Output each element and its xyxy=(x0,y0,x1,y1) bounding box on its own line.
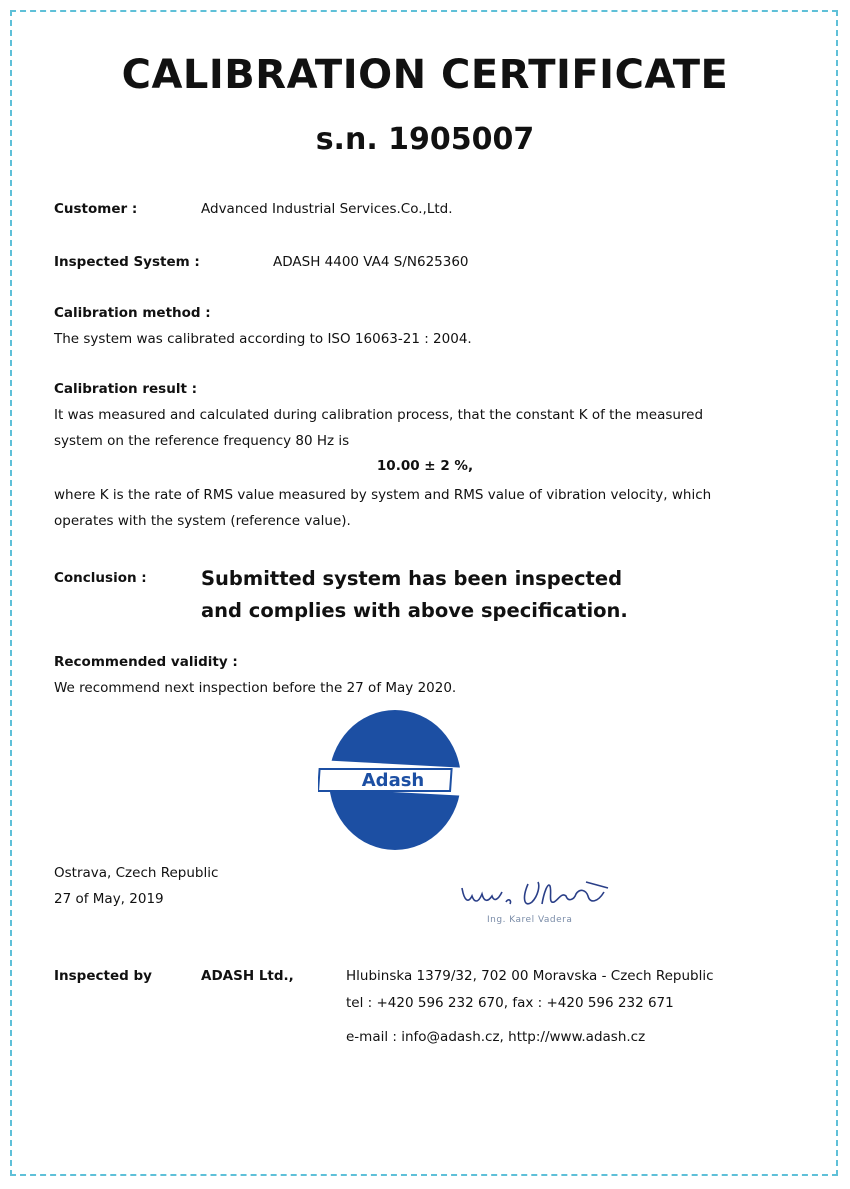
calibration-result-line-2: system on the reference frequency 80 Hz is xyxy=(54,433,350,449)
inspector-company: ADASH Ltd., xyxy=(201,968,294,984)
conclusion-label: Conclusion : xyxy=(54,570,147,586)
signatory-name: Ing. Karel Vadera xyxy=(487,915,573,925)
constant-k-value: 10.00 ± 2 %, xyxy=(376,458,474,474)
customer-value: Advanced Industrial Services.Co.,Ltd. xyxy=(201,201,453,217)
issue-date: 27 of May, 2019 xyxy=(54,891,164,907)
calibration-result-line-4: operates with the system (reference value). xyxy=(54,513,351,529)
certificate-title: CALIBRATION CERTIFICATE xyxy=(121,52,729,98)
inspected-system-value: ADASH 4400 VA4 S/N625360 xyxy=(273,254,469,270)
inspected-system-label: Inspected System : xyxy=(54,254,200,270)
handwritten-signature xyxy=(458,878,618,918)
calibration-result-label: Calibration result : xyxy=(54,381,198,397)
calibration-method-text: The system was calibrated according to ISO 16063-21 : 2004. xyxy=(54,331,472,347)
customer-label: Customer : xyxy=(54,201,138,217)
serial-number: s.n. 1905007 xyxy=(315,122,535,157)
place: Ostrava, Czech Republic xyxy=(54,865,219,881)
calibration-result-line-1: It was measured and calculated during calibration process, that the constant K of the measured xyxy=(54,407,704,423)
inspected-by-label: Inspected by xyxy=(54,968,152,984)
conclusion-line-2: and complies with above specification. xyxy=(201,599,628,622)
company-phone-fax: tel : +420 596 232 670, fax : +420 596 232 671 xyxy=(346,995,674,1011)
conclusion-line-1: Submitted system has been inspected xyxy=(201,567,623,590)
company-email-web: e-mail : info@adash.cz, http://www.adash.cz xyxy=(346,1029,646,1045)
company-address: Hlubinska 1379/32, 702 00 Moravska - Czech Republic xyxy=(346,968,714,984)
validity-label: Recommended validity : xyxy=(54,654,238,670)
calibration-result-line-3: where K is the rate of RMS value measured by system and RMS value of vibration velocity, which xyxy=(54,487,712,503)
calibration-method-label: Calibration method : xyxy=(54,305,211,321)
stamp-brand-text: Adash xyxy=(361,770,425,791)
adash-stamp-logo xyxy=(318,706,468,856)
validity-text: We recommend next inspection before the 27 of May 2020. xyxy=(54,680,457,696)
